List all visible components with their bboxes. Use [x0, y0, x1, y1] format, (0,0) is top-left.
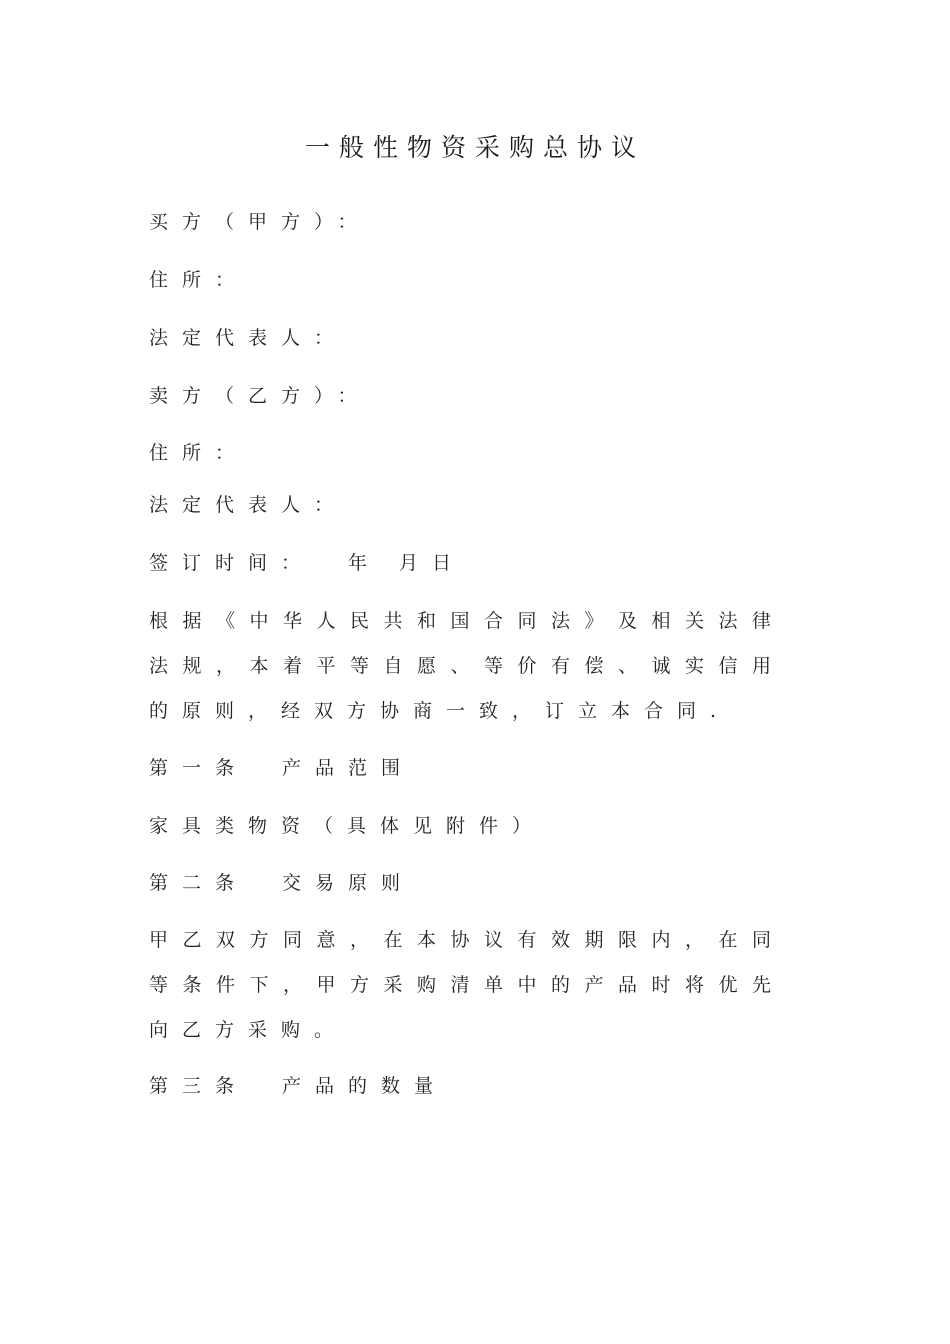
- article1-title: 产品范围: [282, 757, 415, 779]
- buyer-label: 买方（甲方）：: [149, 211, 371, 233]
- article2-body-line-3: 向乙方采购。: [149, 1019, 348, 1041]
- article3-heading: [149, 1073, 447, 1099]
- seller-label: 卖方（乙方）：: [149, 385, 371, 407]
- article2-number: 第二条: [149, 872, 249, 894]
- preamble-line-3: 的原则，经双方协商一致，订立本合同.: [149, 700, 731, 722]
- preamble-line-1: 根据《中华人民共和国合同法》及相关法律: [149, 610, 771, 632]
- sign-date-year: 年: [348, 552, 382, 574]
- article1-heading: [149, 755, 414, 781]
- article1-number: 第一条: [149, 757, 249, 779]
- article3-title: 产品的数量: [282, 1075, 448, 1097]
- buyer-rep-label: 法定代表人：: [149, 327, 348, 349]
- preamble-line-2: 法规，本着平等自愿、等价有偿、诚实信用: [149, 655, 771, 677]
- seller-rep-label: 法定代表人：: [149, 494, 348, 516]
- document-title: 一般性物资采购总协议: [304, 133, 645, 162]
- sign-date-line: [149, 550, 465, 576]
- sign-date-label: 签订时间：: [149, 552, 315, 574]
- seller-address-label: 住所：: [149, 442, 249, 464]
- sign-date-month-day: 月日: [399, 552, 466, 574]
- article2-body-line-2: 等条件下，甲方采购清单中的产品时将优先: [149, 974, 771, 996]
- article2-title: 交易原则: [282, 872, 415, 894]
- article1-body: 家具类物资（具体见附件）: [149, 815, 546, 837]
- buyer-address-label: 住所：: [149, 269, 249, 291]
- article3-number: 第三条: [149, 1075, 249, 1097]
- article2-heading: [149, 870, 414, 896]
- article2-body-line-1: 甲乙双方同意，在本协议有效期限内，在同: [149, 929, 771, 951]
